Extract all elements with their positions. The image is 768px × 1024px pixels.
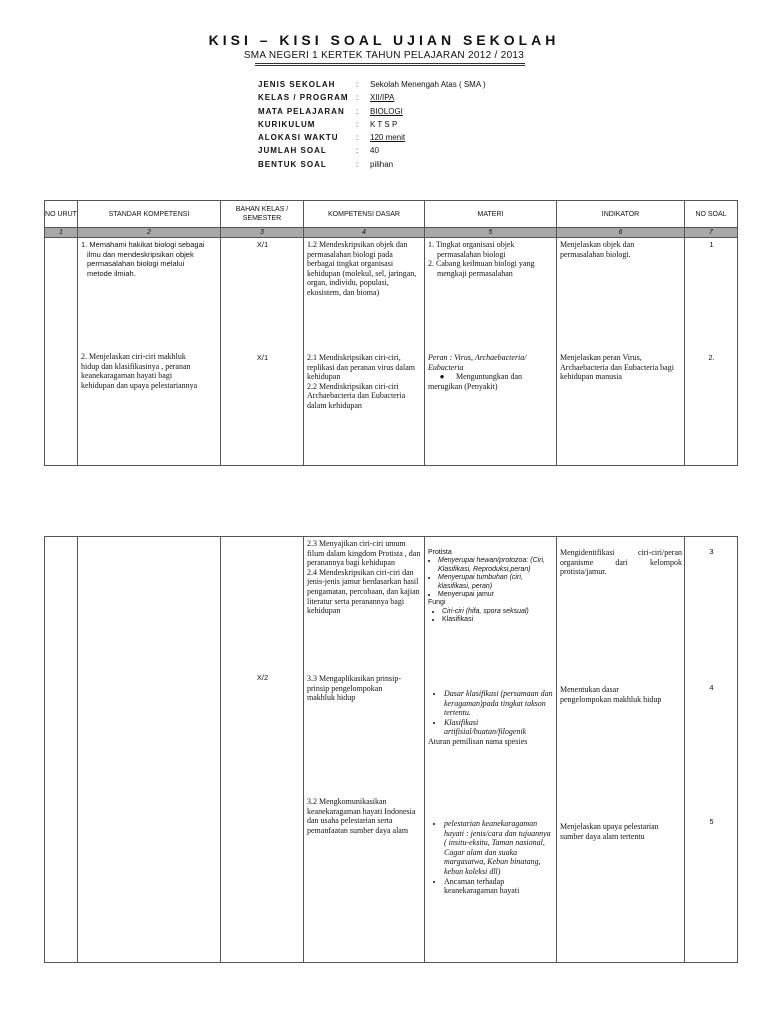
title-rule: [255, 63, 525, 66]
col-number: 4: [304, 228, 425, 238]
materi-item: • Ciri-ciri (hifa, spora seksual): [442, 608, 554, 616]
bullet-icon: ●: [439, 372, 445, 382]
meta-sep: :: [356, 133, 359, 143]
materi-item: • Klasifikasi artifisial/buatan/filogenik: [444, 718, 554, 737]
meta-key: ALOKASI WAKTU: [258, 133, 339, 143]
kelas-text-2: X/1: [256, 353, 269, 362]
col-header-standar-kompetensi: STANDAR KOMPETENSI: [78, 201, 221, 228]
meta-key: KELAS / PROGRAM: [258, 93, 349, 103]
no-soal-cell: [685, 238, 738, 466]
document-subtitle: SMA NEGERI 1 KERTEK TAHUN PELAJARAN 2012 / 2013: [243, 50, 525, 61]
meta-sep: :: [356, 146, 359, 156]
kd-text-4: 3.3 Mengaplikasikan prinsip-prinsip pengelompokan makhluk hidup: [307, 674, 401, 703]
materi-block-3: [428, 549, 554, 625]
meta-sep: :: [356, 93, 359, 103]
indikator-text-1: Menjelaskan objek dan permasalahan biologi.: [560, 240, 635, 259]
no-soal-4: 4: [709, 683, 714, 692]
meta-value: pilihan: [370, 159, 394, 169]
materi-cell: [425, 238, 557, 466]
bahan-kelas-cell: [221, 238, 304, 466]
indikator-text-3: Mengidentifikasi ciri-ciri/peran organisme dari kelompok protista/jamur.: [560, 548, 682, 577]
table-row: [45, 238, 738, 466]
table-row: [45, 537, 738, 963]
meta-sep: :: [356, 106, 359, 116]
col-header-materi: MATERI: [425, 201, 557, 228]
materi-item: 2. Cabang keilmuan biologi yang mengkaji permasalahan: [428, 259, 535, 278]
kd-text-2: 2.1 Mendiskripsikan ciri-ciri, replikasi dan peranan virus dalam kehidupan 2.2 Mendiskripsikan ciri-ciri Archaebacteria dan Eubacteria dalam kehidupan: [307, 353, 415, 410]
meta-value: 120 menit: [370, 133, 406, 143]
meta-value: BIOLOGI: [370, 106, 403, 116]
kisi-table-page-1: [44, 200, 738, 466]
column-number-row: [45, 228, 738, 238]
kelas-text-1: X/1: [256, 240, 269, 249]
meta-key: JUMLAH SOAL: [258, 146, 327, 156]
kd-text-5: 3.2 Mengkomunikasikan keanekaragaman hayati Indonesia dan usaha pelestarian serta pemanfaatan sumber daya alam: [307, 797, 416, 835]
materi-bullet-item: [428, 372, 552, 391]
indikator-cell: [557, 238, 685, 466]
col-header-indikator: INDIKATOR: [557, 201, 685, 228]
standar-kompetensi-cell: [78, 238, 221, 466]
kelas-text-4: X/2: [256, 673, 269, 682]
sk-text-2: 2. Menjelaskan ciri-ciri makhluk hidup dan klasifikasinya , peranan keanekaragaman hayati bagi kehidupan dan upaya pelestariannya: [81, 352, 198, 390]
col-header-kompetensi-dasar: KOMPETENSI DASAR: [304, 201, 425, 228]
kompetensi-dasar-cell: [304, 537, 425, 963]
materi-list-1: [428, 240, 552, 278]
col-header-no-urut: NO URUT: [45, 201, 78, 228]
no-urut-cell: [45, 537, 78, 963]
no-soal-3: 3: [709, 547, 714, 556]
no-soal-2: 2.: [708, 353, 715, 362]
meta-value: K T S P: [370, 119, 398, 129]
no-soal-1: 1: [709, 240, 714, 249]
materi-item: • Ancaman terhadap keanekaragaman hayati: [444, 877, 554, 896]
meta-key: KURIKULUM: [258, 119, 316, 129]
col-number: 6: [557, 228, 685, 238]
table-header-row: [45, 201, 738, 228]
no-soal-5: 5: [709, 817, 714, 826]
materi-title: Peran : Virus, Archaebacteria/ Eubacteria: [428, 353, 527, 372]
kd-text-3: 2.3 Menyajikan ciri-ciri umum filum dalam kingdom Protista , dan peranannya bagi kehidupan 2.4 Mendeskripsikan ciri-ciri dan jenis-jenis jamur berdasarkan hasil pengamatan, percobaan, dan kajian literatur serta peranannya bagi kehidupan: [307, 539, 421, 616]
materi-item: • Dasar klasifikasi (persamaan dan keragaman)pada tingkat takson tertentu.: [444, 689, 554, 718]
col-number: 5: [425, 228, 557, 238]
materi-item: • Menyerupai hewan/protozoa: (Ciri, Klasifikasi, Reproduksi,peran): [438, 557, 554, 574]
materi-item: • Menyerupai jamur: [438, 591, 554, 599]
bahan-kelas-cell: [221, 537, 304, 963]
materi-head: Protista: [428, 549, 452, 556]
materi-cell: [425, 537, 557, 963]
no-urut-cell: [45, 238, 78, 466]
meta-sep: :: [356, 119, 359, 129]
col-number: 3: [221, 228, 304, 238]
indikator-cell: [557, 537, 685, 963]
kd-text-1: 1.2 Mendeskripsikan objek dan permasalahan biologi pada berbagai tingkat organisasi kehidupan (molekul, sel, jaringan, organ, individu, populasi, ekosistem, dan bioma): [307, 240, 417, 297]
materi-block-2: [428, 353, 552, 391]
indikator-text-5: Menjelaskan upaya pelestarian sumber daya alam tertentu: [560, 822, 659, 841]
meta-key: MATA PELAJARAN: [258, 106, 345, 116]
meta-value: Sekolah Menengah Atas ( SMA ): [370, 80, 486, 89]
meta-key: JENIS SEKOLAH: [258, 80, 336, 89]
document-title: KISI – KISI SOAL UJIAN SEKOLAH: [208, 32, 560, 48]
no-soal-cell: [685, 537, 738, 963]
kisi-table-page-2: [44, 536, 738, 963]
col-header-no-soal: NO SOAL: [685, 201, 738, 228]
meta-value: XII/IPA: [370, 93, 395, 103]
materi-block-5: [428, 819, 554, 896]
materi-bullet-text: Menguntungkan dan merugikan (Penyakit): [428, 372, 522, 391]
materi-tail: Aturan pemilisan nama spesies: [428, 736, 528, 746]
meta-sep: :: [356, 159, 359, 169]
materi-item: • pelestarian keanekaragaman hayati : jenis/cara dan tujuannya ( insitu-eksitu, Taman nasional, Cagar alam dan suaka margasatwa, Kebun binatang, kebun koleksi dll): [444, 819, 554, 877]
materi-block-4: [428, 689, 554, 747]
col-header-bahan-kelas: BAHAN KELAS / SEMESTER: [221, 201, 304, 228]
sk-text-1: 1. Memahami hakikat biologi sebagai ilmu dan mendeskripsikan objek permasalahan biologi melalui metode ilmiah.: [81, 240, 205, 278]
meta-sep: :: [356, 80, 359, 89]
kompetensi-dasar-cell: [304, 238, 425, 466]
meta-key: BENTUK SOAL: [258, 159, 327, 169]
standar-kompetensi-cell: [78, 537, 221, 963]
col-number: 2: [78, 228, 221, 238]
materi-item: • Klasifikasi: [442, 616, 554, 624]
materi-item: 1. Tingkat organisasi objek permasalahan biologi: [428, 240, 515, 259]
indikator-text-4: Menentukan dasar pengelompokan makhluk hidup: [560, 685, 662, 704]
col-number: 1: [45, 228, 78, 238]
materi-item: • Menyerupai tumbuhan (ciri, klasifikasi, peran): [438, 574, 554, 591]
indikator-text-2: Menjelaskan peran Virus, Archaebacteria dan Eubacteria bagi kehidupan manusia: [560, 353, 674, 382]
col-number: 7: [685, 228, 738, 238]
meta-value: 40: [370, 146, 379, 156]
materi-head: Fungi: [428, 599, 446, 607]
